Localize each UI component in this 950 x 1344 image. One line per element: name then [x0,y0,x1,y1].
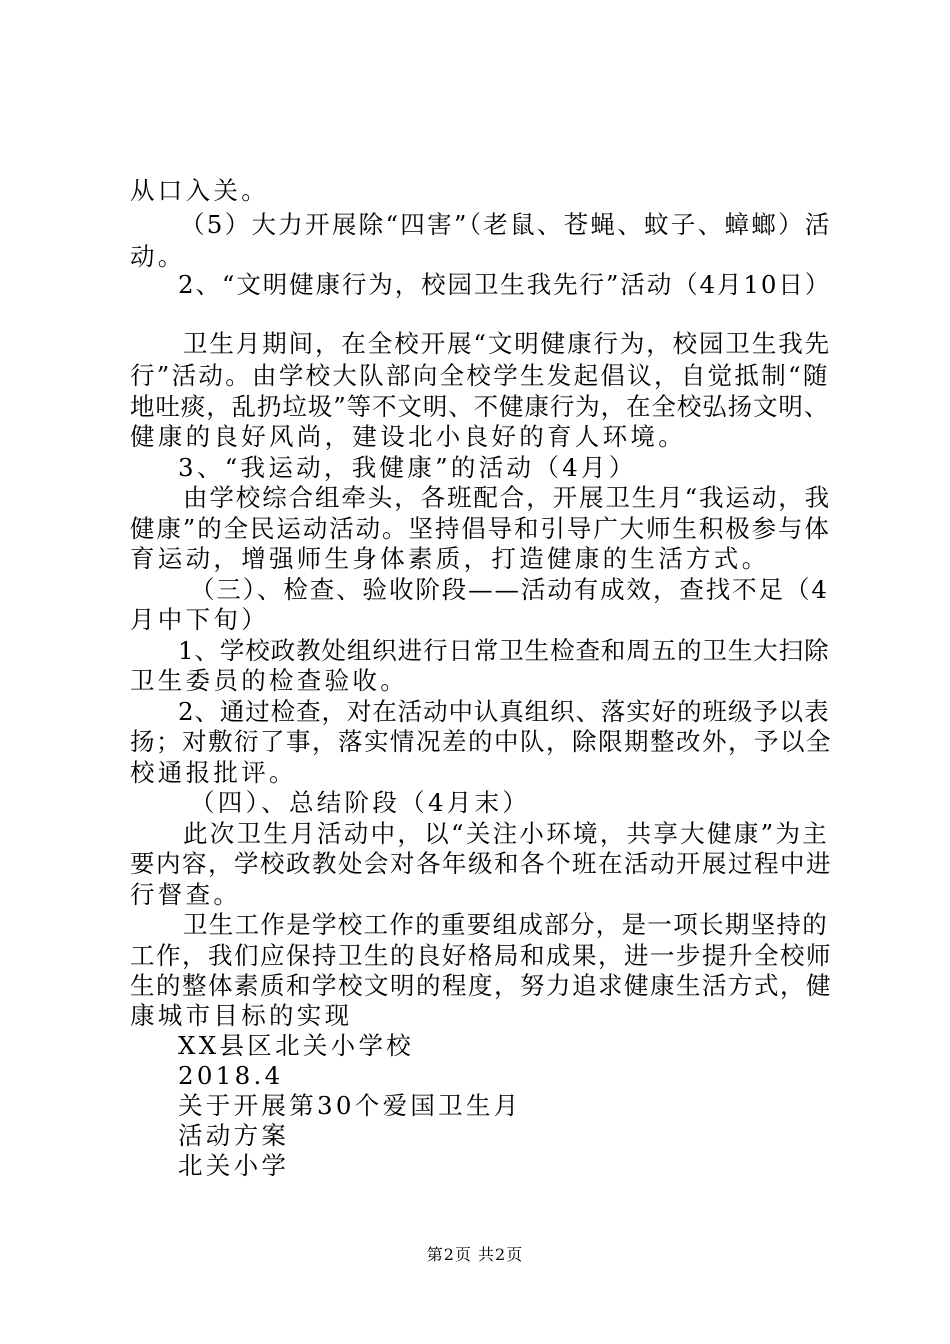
text-line: （三）、检查、验收阶段——活动有成效，查找不足（4 [190,575,829,604]
text-line: 健康”的全民运动活动。坚持倡导和引导广大师生积极参与体 [130,514,831,543]
text-line: 2、通过检查，对在活动中认真组织、落实好的班级予以表 [178,697,830,726]
text-line: 活动方案 [178,1121,290,1150]
text-line: （四）、总结阶段（4月末） [190,788,531,817]
text-line: 关于开展第30个爱国卫生月 [178,1091,522,1120]
text-line: 由学校综合组牵头，各班配合，开展卫生月“我运动，我 [183,483,832,512]
text-line: 动。 [130,242,186,271]
text-line: 卫生工作是学校工作的重要组成部分，是一项长期坚持的 [183,910,828,939]
text-line: 3、“我运动，我健康”的活动（4月） [178,453,637,482]
text-line: 卫生月期间，在全校开展“文明健康行为，校园卫生我先 [183,329,832,358]
text-line: 从口入关。 [130,176,269,205]
text-line: 要内容，学校政教处会对各年级和各个班在活动开展过程中进 [130,849,832,878]
text-line: 行”活动。由学校大队部向全校学生发起倡议，自觉抵制“随 [130,361,830,390]
signature-date: 2018.4 [178,1061,284,1090]
text-line: 生的整体素质和学校文明的程度，努力追求健康生活方式，健 [130,971,832,1000]
text-line: 行督查。 [130,880,242,909]
text-line: 校通报批评。 [130,758,297,787]
text-line: 卫生委员的检查验收。 [130,666,408,695]
text-line: 育运动，增强师生身体素质，打造健康的生活方式。 [130,544,770,573]
text-line: 北关小学 [178,1151,290,1180]
text-line: 健康的良好风尚，建设北小良好的育人环境。 [130,422,686,451]
text-line: 扬；对敷衍了事，落实情况差的中队，除限期整改外，予以全 [130,727,832,756]
text-line: 此次卫生月活动中，以“关注小环境，共享大健康”为主 [183,819,830,848]
text-line: （5）大力开展除“四害”（老鼠、苍蝇、蚊子、蟑螂）活 [180,210,832,239]
page-footer: 第2页 共2页 [426,1245,524,1264]
text-line: 1、学校政教处组织进行日常卫生检查和周五的卫生大扫除 [178,636,830,665]
text-line: 康城市目标的实现 [130,1001,353,1030]
text-line: 地吐痰，乱扔垃圾”等不文明、不健康行为，在全校弘扬文明、 [130,392,830,421]
text-line: 工作，我们应保持卫生的良好格局和成果，进一步提升全校师 [130,941,832,970]
signature-school: XX县区北关小学校 [178,1031,415,1060]
text-line: 2、“文明健康行为，校园卫生我先行”活动（4月10日） [178,270,832,299]
text-line: 月中下旬） [130,605,269,634]
